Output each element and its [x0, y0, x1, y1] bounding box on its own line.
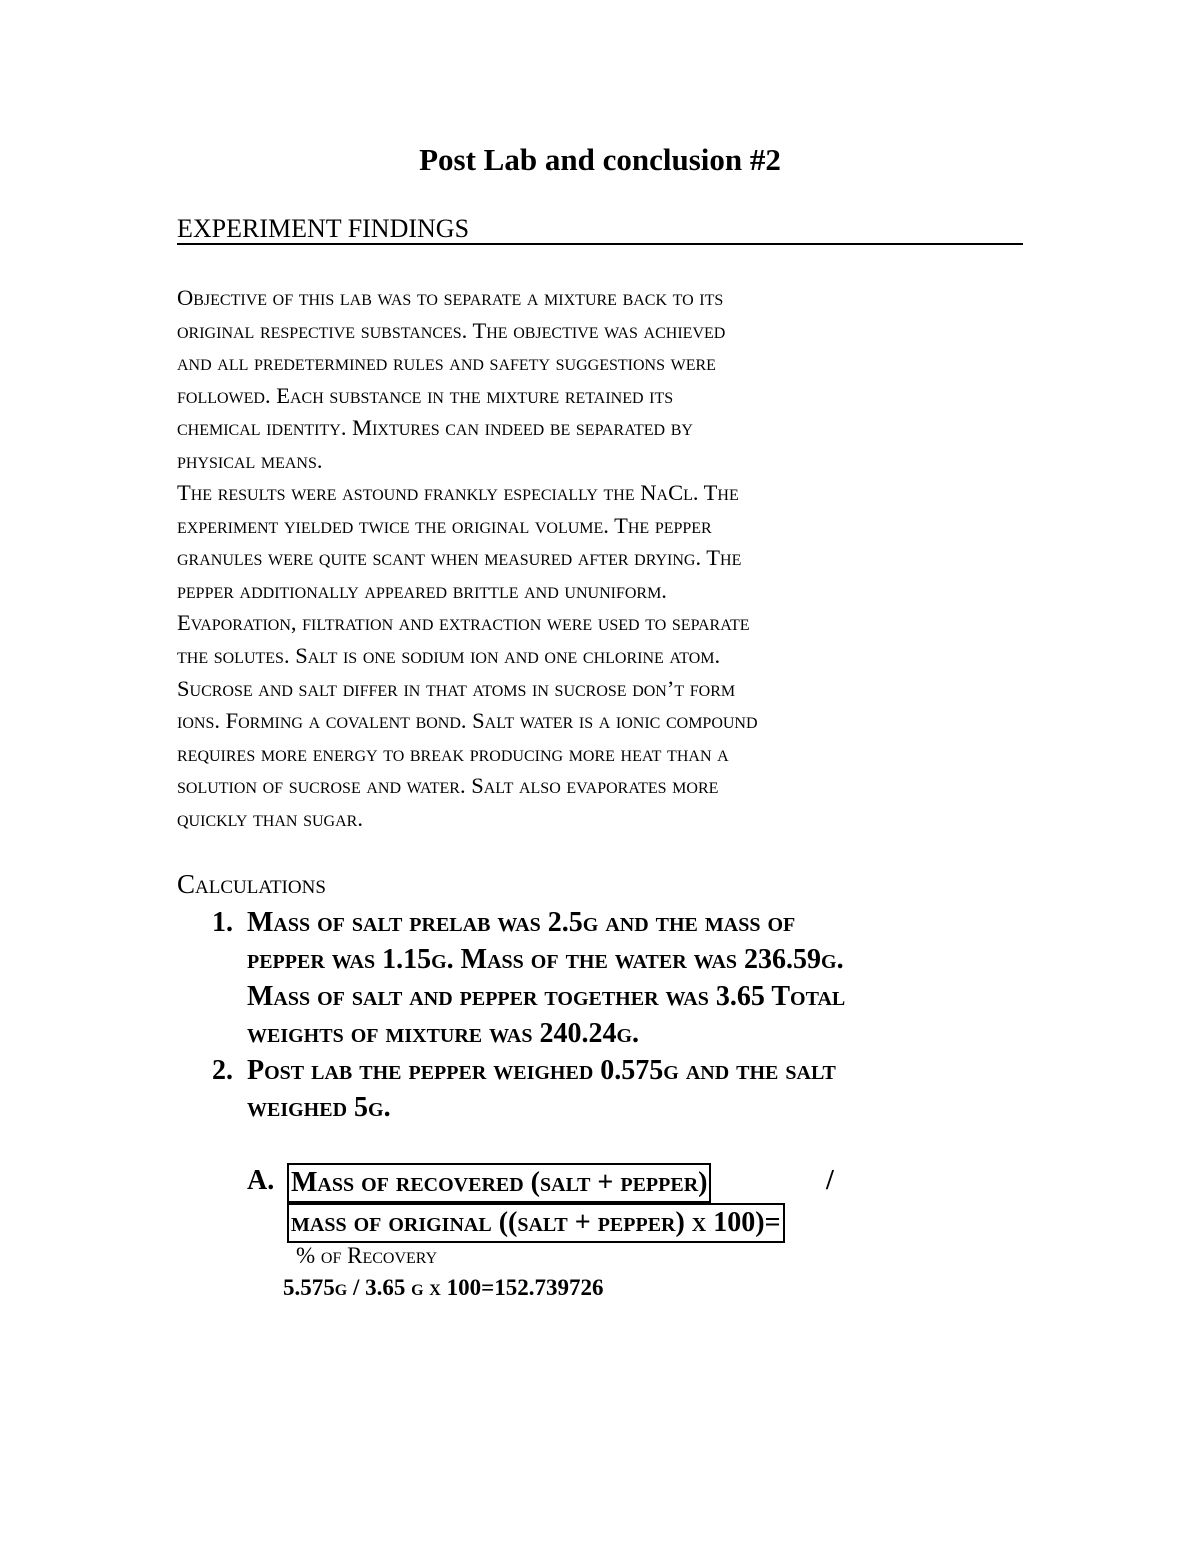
text-line: ions. Forming a covalent bond. Salt water is a ionic compound [177, 708, 758, 734]
list-item-line: weights of mixture was 240.24g. [247, 1018, 640, 1049]
text-line: physical means. [177, 447, 323, 473]
text-line: experiment yielded twice the original volume. The pepper [177, 512, 712, 538]
list-item-number: 2. [212, 1055, 233, 1086]
list-item-line: Post lab the pepper weighed 0.575g and the salt [247, 1055, 836, 1086]
list-item-line: pepper was 1.15g. Mass of the water was 236.59g. [247, 944, 844, 975]
list-item-line: Mass of salt prelab was 2.5g and the mass of [247, 907, 796, 938]
formula-denominator-box: mass of original ((salt + pepper) x 100)= [287, 1203, 785, 1243]
text-line: Sucrose and salt differ in that atoms in sucrose don’t form [177, 675, 736, 701]
text-line: original respective substances. The objective was achieved [177, 317, 726, 343]
text-line: Evaporation, filtration and extraction were used to separate [177, 610, 750, 636]
findings-paragraph-1 [177, 282, 1037, 478]
text-line: quickly than sugar. [177, 805, 363, 831]
list-item-number: 1. [212, 907, 233, 938]
text-line: and all predetermined rules and safety suggestions were [177, 350, 716, 376]
text-line: solution of sucrose and water. Salt also evaporates more [177, 773, 719, 799]
recovery-label: % of Recovery [296, 1243, 438, 1268]
findings-paragraph-2 [177, 477, 1037, 836]
formula-numerator-box: Mass of recovered (salt + pepper) [287, 1163, 711, 1203]
formula-slash: / [826, 1165, 834, 1196]
page-title: Post Lab and conclusion #2 [419, 142, 781, 177]
text-line: pepper additionally appeared brittle and ununiform. [177, 577, 667, 603]
text-line: followed. Each substance in the mixture retained its [177, 382, 674, 408]
list-item-line: Mass of salt and pepper together was 3.65 Total [247, 981, 846, 1012]
section-heading-experiment-findings: EXPERIMENT FINDINGS [177, 212, 1023, 245]
sub-item-letter: A. [247, 1165, 275, 1196]
text-line: Objective of this lab was to separate a mixture back to its [177, 285, 724, 310]
text-line: requires more energy to break producing more heat than a [177, 740, 729, 766]
text-line: granules were quite scant when measured after drying. The [177, 545, 742, 571]
list-item-line: weighed 5g. [247, 1092, 391, 1123]
text-line: chemical identity. Mixtures can indeed be separated by [177, 415, 693, 441]
text-line: The results were astound frankly especially the NaCl. The [177, 480, 739, 505]
recovery-result: 5.575g / 3.65 g x 100=152.739726 [283, 1275, 604, 1300]
calculations-heading: Calculations [177, 869, 326, 899]
text-line: the solutes. Salt is one sodium ion and one chlorine atom. [177, 642, 721, 668]
